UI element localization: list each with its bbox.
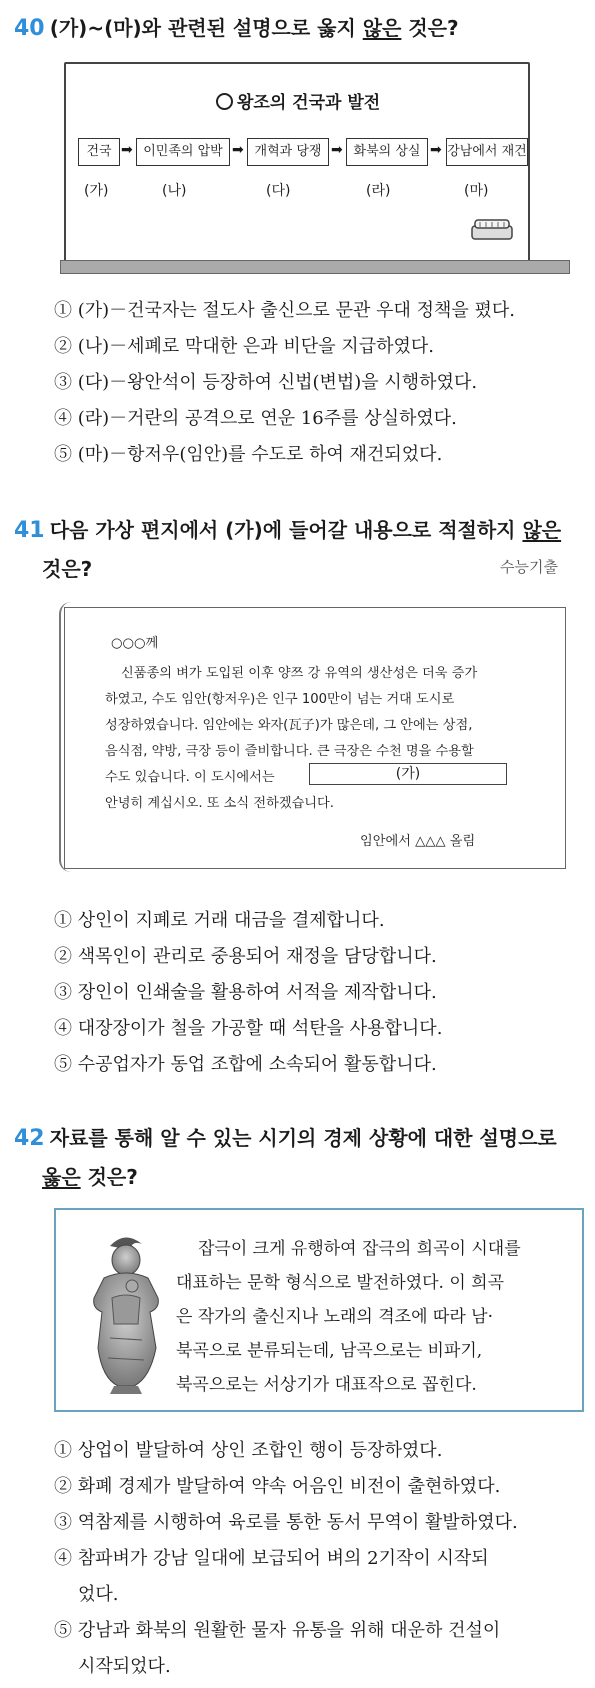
step-box: 강남에서 재건 bbox=[446, 138, 528, 166]
source-line: 은 작가의 출신지나 노래의 격조에 따라 남· bbox=[176, 1307, 494, 1327]
board-title: 왕조의 건국과 발전 bbox=[216, 88, 380, 113]
question-41-title bbox=[14, 514, 561, 543]
letter-line: 성장하였습니다. 임안에는 와자(瓦子)가 많은데, 그 안에는 상점, bbox=[105, 718, 473, 733]
choice-5[interactable]: ⑤ (마)－항저우(임안)를 수도로 하여 재건되었다. bbox=[54, 444, 443, 465]
question-text-line2: 옳은 것은? bbox=[42, 1165, 138, 1189]
choice-3[interactable]: ③ 장인이 인쇄술을 활용하여 서적을 제작합니다. bbox=[54, 982, 437, 1003]
choice-5-cont[interactable]: 시작되었다. bbox=[78, 1656, 171, 1677]
step-box: 화북의 상실 bbox=[346, 138, 428, 166]
question-40-title bbox=[14, 12, 459, 41]
source-line: 북곡으로는 서상기가 대표작으로 꼽힌다. bbox=[176, 1375, 477, 1395]
letter-line: 음식점, 약방, 극장 등이 즐비합니다. 큰 극장은 수천 명을 수용할 bbox=[105, 744, 474, 759]
source-line: 북곡으로 분류되는데, 남곡으로는 비파기, bbox=[176, 1341, 483, 1361]
step-box: 건국 bbox=[78, 138, 120, 166]
question-text: (가)~(마)와 관련된 설명으로 옳지 않은 것은? bbox=[49, 16, 459, 40]
eraser-icon bbox=[470, 218, 514, 240]
chalk-tray bbox=[60, 260, 570, 274]
question-number: 41 bbox=[14, 518, 45, 543]
choice-2[interactable]: ② 색목인이 관리로 중용되어 재정을 담당합니다. bbox=[54, 946, 437, 967]
letter-scroll bbox=[64, 607, 566, 869]
step-label: (나) bbox=[162, 183, 187, 199]
choice-5[interactable]: ⑤ 강남과 화북의 원활한 물자 유통을 위해 대운하 건설이 bbox=[54, 1620, 501, 1641]
source-tag: 수능기출 bbox=[500, 558, 558, 576]
question-text-line2: 것은? bbox=[42, 557, 93, 581]
scroll-curl-icon bbox=[59, 602, 85, 872]
choice-4-cont[interactable]: 었다. bbox=[78, 1584, 119, 1605]
letter-line: 신품종의 벼가 도입된 이후 양쯔 강 유역의 생산성은 더욱 증가 bbox=[121, 666, 478, 681]
choice-4[interactable]: ④ 대장장이가 철을 가공할 때 석탄을 사용합니다. bbox=[54, 1018, 443, 1039]
answer-blank: (가) bbox=[309, 763, 507, 785]
letter-line: 하였고, 수도 임안(항저우)은 인구 100만이 넘는 거대 도시로 bbox=[105, 692, 455, 707]
step-box: 이민족의 압박 bbox=[136, 138, 230, 166]
step-label: (가) bbox=[84, 183, 109, 199]
choice-1[interactable]: ① 상업이 발달하여 상인 조합인 행이 등장하였다. bbox=[54, 1440, 443, 1461]
choice-3[interactable]: ③ (다)－왕안석이 등장하여 신법(변법)을 시행하였다. bbox=[54, 372, 478, 393]
step-label: (다) bbox=[266, 183, 291, 199]
choice-5[interactable]: ⑤ 수공업자가 동업 조합에 소속되어 활동합니다. bbox=[54, 1054, 437, 1075]
question-text: 다음 가상 편지에서 (가)에 들어갈 내용으로 적절하지 않은 bbox=[49, 518, 562, 542]
choice-1[interactable]: ① (가)－건국자는 절도사 출신으로 문관 우대 정책을 폈다. bbox=[54, 300, 515, 321]
step-label: (라) bbox=[366, 183, 391, 199]
arrow-right-icon: ➡ bbox=[430, 142, 442, 158]
source-line: 대표하는 문학 형식으로 발전하였다. 이 희곡 bbox=[176, 1273, 505, 1293]
source-line: 잡극이 크게 유행하여 잡극의 희곡이 시대를 bbox=[198, 1239, 521, 1259]
choice-2[interactable]: ② (나)－세폐로 막대한 은과 비단을 지급하였다. bbox=[54, 336, 434, 357]
clay-figurine-image bbox=[70, 1228, 180, 1394]
step-box: 개혁과 당쟁 bbox=[247, 138, 329, 166]
letter-line: 수도 있습니다. 이 도시에서는 bbox=[105, 770, 275, 785]
arrow-right-icon: ➡ bbox=[331, 142, 343, 158]
source-box bbox=[54, 1208, 584, 1412]
letter-signature: 임안에서 △△△ 올림 bbox=[360, 834, 476, 849]
question-number: 42 bbox=[14, 1126, 45, 1151]
choice-3[interactable]: ③ 역참제를 시행하여 육로를 통한 동서 무역이 활발하였다. bbox=[54, 1512, 518, 1533]
letter-line: 안녕히 계십시오. 또 소식 전하겠습니다. bbox=[105, 796, 334, 811]
letter-greeting: ○○○께 bbox=[111, 636, 159, 651]
choice-4[interactable]: ④ 참파벼가 강남 일대에 보급되어 벼의 2기작이 시작되 bbox=[54, 1548, 489, 1569]
question-text: 자료를 통해 알 수 있는 시기의 경제 상황에 대한 설명으로 bbox=[49, 1126, 557, 1150]
step-label: (마) bbox=[464, 183, 489, 199]
circle-icon bbox=[216, 93, 233, 110]
choice-2[interactable]: ② 화폐 경제가 발달하여 약속 어음인 비전이 출현하였다. bbox=[54, 1476, 501, 1497]
choice-1[interactable]: ① 상인이 지폐로 거래 대금을 결제합니다. bbox=[54, 910, 385, 931]
choice-4[interactable]: ④ (라)－거란의 공격으로 연운 16주를 상실하였다. bbox=[54, 408, 457, 429]
question-number: 40 bbox=[14, 16, 45, 41]
chalkboard bbox=[64, 62, 530, 266]
arrow-right-icon: ➡ bbox=[232, 142, 244, 158]
question-42-title bbox=[14, 1122, 557, 1151]
arrow-right-icon: ➡ bbox=[121, 142, 133, 158]
